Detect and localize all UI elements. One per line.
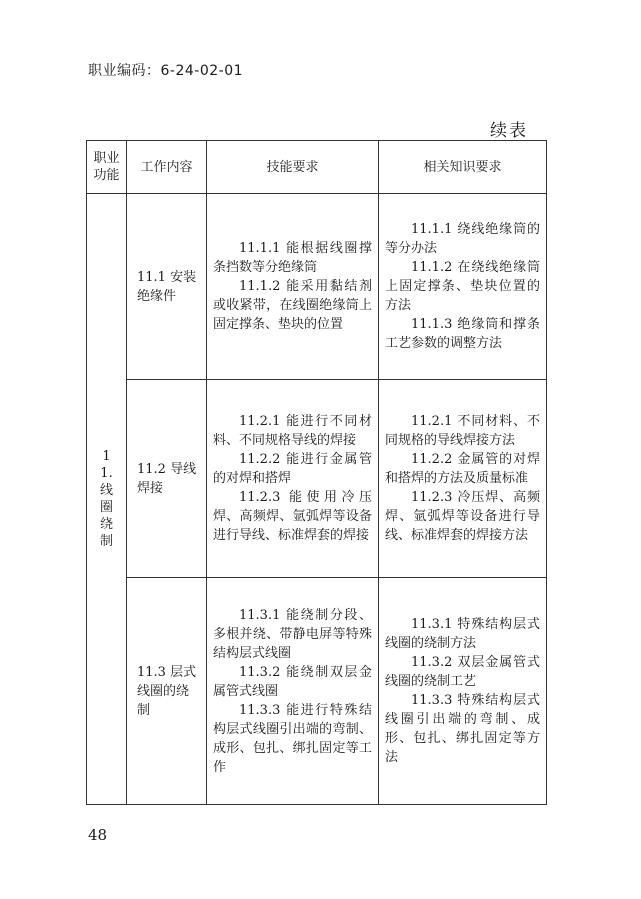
work-content: 11.1 安装绝缘件 [137,269,197,304]
work-content-cell [127,194,207,380]
skill-item: 11.3.3 能进行特殊结构层式线圈引出端的弯制、成形、包扎、绑扎固定等工作 [213,702,372,775]
work-content: 11.2 导线焊接 [137,461,197,496]
col-header-work: 工作内容 [127,141,207,194]
knowledge-item: 11.1.3 绝缘筒和撑条工艺参数的调整方法 [385,317,540,351]
knowledge-item: 11.3.3 特殊结构层式线圈引出端的弯制、成形、包扎、绑扎固定等方法 [385,693,540,765]
knowledge-item: 11.3.2 双层金属管式线圈的绕制工艺 [385,655,540,689]
skills-cell [207,194,379,380]
knowledge-item: 11.2.2 金属管的对焊和搭焊的方法及质量标准 [385,452,540,486]
skills-cell [207,380,379,578]
function-label: 11. 线圈绕制 [99,448,113,549]
table-row [87,578,547,805]
skill-item: 11.2.2 能进行金属管的对焊和搭焊 [213,452,372,486]
skill-item: 11.3.1 能绕制分段、多根并绕、带静电屏等特殊结构层式线圈 [213,607,372,661]
table-row [87,194,547,380]
skill-item: 11.2.1 能进行不同材料、不同规格导线的焊接 [213,414,372,448]
function-cell [87,194,127,805]
work-content-cell [127,380,207,578]
skills-table [86,140,547,805]
table-continued-label: 续表 [490,121,528,141]
knowledge-item: 11.2.3 冷压焊、高频焊、氩弧焊等设备进行导线、标准焊套的焊接方法 [385,490,540,543]
skill-item: 11.1.2 能采用黏结剂或收紧带，在线圈绝缘筒上固定撑条、垫块的位置 [213,279,372,332]
col-header-skills: 技能要求 [207,141,379,194]
knowledge-item: 11.3.1 特殊结构层式线圈的绕制方法 [385,617,540,651]
knowledge-cell [379,578,547,805]
skill-item: 11.1.1 能根据线圈撑条挡数等分绝缘筒 [213,241,372,275]
col-header-function: 职业功能 [87,141,127,194]
knowledge-item: 11.1.1 绕线绝缘筒的等分办法 [385,222,540,256]
occupation-code: 职业编码：6-24-02-01 [88,63,244,79]
col-header-knowledge: 相关知识要求 [379,141,547,194]
knowledge-cell [379,194,547,380]
knowledge-item: 11.2.1 不同材料、不同规格的导线焊接方法 [385,414,540,448]
work-content: 11.3 层式线圈的绕制 [137,664,197,718]
work-content-cell [127,578,207,805]
skill-item: 11.3.2 能绕制双层金属管式线圈 [213,664,372,699]
skills-cell [207,578,379,805]
knowledge-item: 11.1.2 在绕线绝缘筒上固定撑条、垫块位置的方法 [385,260,540,313]
table-header-row [87,141,547,194]
table-row [87,380,547,578]
page-number: 48 [88,826,108,844]
skill-item: 11.2.3 能使用冷压焊、高频焊、氩弧焊等设备进行导线、标准焊套的焊接 [213,490,372,543]
knowledge-cell [379,380,547,578]
